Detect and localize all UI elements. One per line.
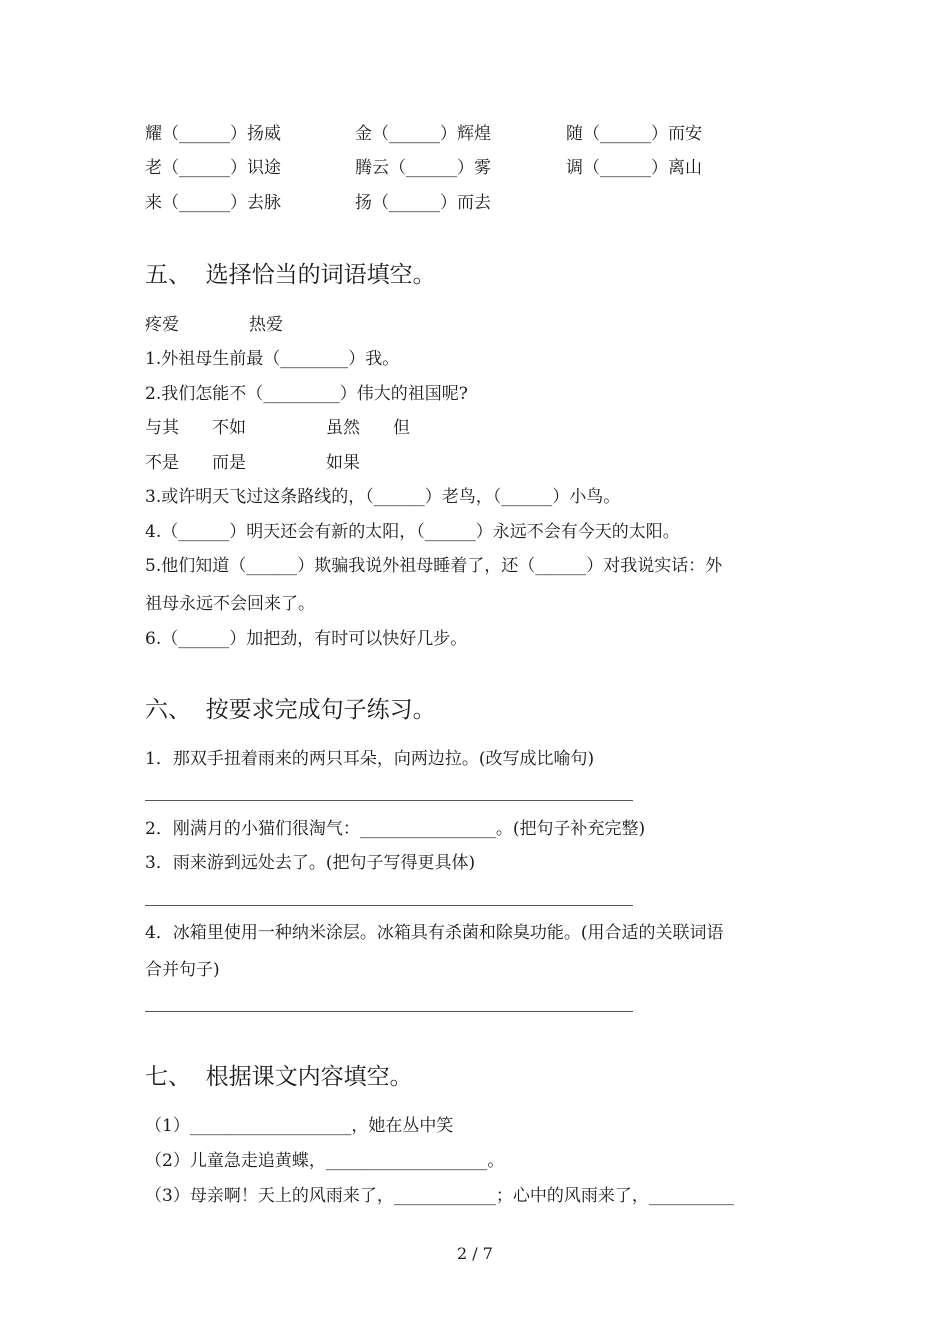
word-choice: 而是 (212, 453, 246, 473)
section-7-q3: （3）母亲啊！天上的风雨来了，____________；心中的风雨来了，__________ (145, 1186, 734, 1206)
answer-line[interactable] (145, 905, 633, 906)
idiom-3-2: 扬（______）而去 (355, 193, 491, 213)
answer-line[interactable] (145, 1011, 633, 1012)
section-5-q3: 3.或许明天飞过这条路线的，（______）老鸟，（______）小鸟。 (145, 487, 621, 507)
idiom-2-1: 老（______）识途 (145, 158, 281, 178)
section-7-q2: （2）儿童急走追黄蝶，___________________。 (145, 1151, 505, 1171)
section-6-heading: 六、 按要求完成句子练习。 (145, 697, 436, 723)
word-choice: 疼爱 (145, 315, 179, 335)
word-choice: 不是 (145, 453, 179, 473)
word-choice: 但 (393, 418, 410, 438)
page-number: 2 / 7 (457, 1244, 493, 1263)
idiom-1-1: 耀（______）扬威 (145, 124, 281, 144)
word-choice: 热爱 (249, 315, 283, 335)
idiom-3-1: 来（______）去脉 (145, 193, 281, 213)
section-5-q2: 2.我们怎能不（_________）伟大的祖国呢? (145, 384, 468, 404)
section-6-q4: 4．冰箱里使用一种纳米涂层。冰箱具有杀菌和除臭功能。(用合适的关联词语 (145, 923, 724, 943)
idiom-1-2: 金（______）辉煌 (355, 124, 491, 144)
word-choice: 虽然 (326, 418, 360, 438)
word-choice: 如果 (326, 453, 360, 473)
section-7-q1: （1）___________________，她在丛中笑 (145, 1116, 454, 1136)
section-5-q6: 6.（______）加把劲，有时可以快好几步。 (145, 629, 468, 649)
section-6-q2: 2．刚满月的小猫们很淘气：________________。(把句子补充完整) (145, 819, 646, 839)
section-6-q1: 1．那双手扭着雨来的两只耳朵，向两边拉。(改写成比喻句) (145, 749, 595, 769)
answer-line[interactable] (145, 800, 633, 801)
section-5-heading: 五、 选择恰当的词语填空。 (145, 262, 436, 288)
section-5-q5-cont: 祖母永远不会回来了。 (145, 594, 315, 614)
section-7-heading: 七、 根据课文内容填空。 (145, 1064, 413, 1090)
section-6-q4-cont: 合并句子) (145, 960, 220, 980)
word-choice: 与其 (145, 418, 179, 438)
section-5-q1: 1.外祖母生前最（________）我。 (145, 349, 400, 369)
idiom-2-2: 腾云（______）雾 (355, 158, 491, 178)
word-choice: 不如 (212, 418, 246, 438)
idiom-2-3: 调（______）离山 (566, 158, 702, 178)
section-5-q4: 4.（______）明天还会有新的太阳，（______）永远不会有今天的太阳。 (145, 522, 680, 542)
section-5-q5: 5.他们知道（______）欺骗我说外祖母睡着了，还（______）对我说实话：外 (145, 556, 723, 576)
idiom-1-3: 随（______）而安 (566, 124, 702, 144)
section-6-q3: 3．雨来游到远处去了。(把句子写得更具体) (145, 853, 476, 873)
